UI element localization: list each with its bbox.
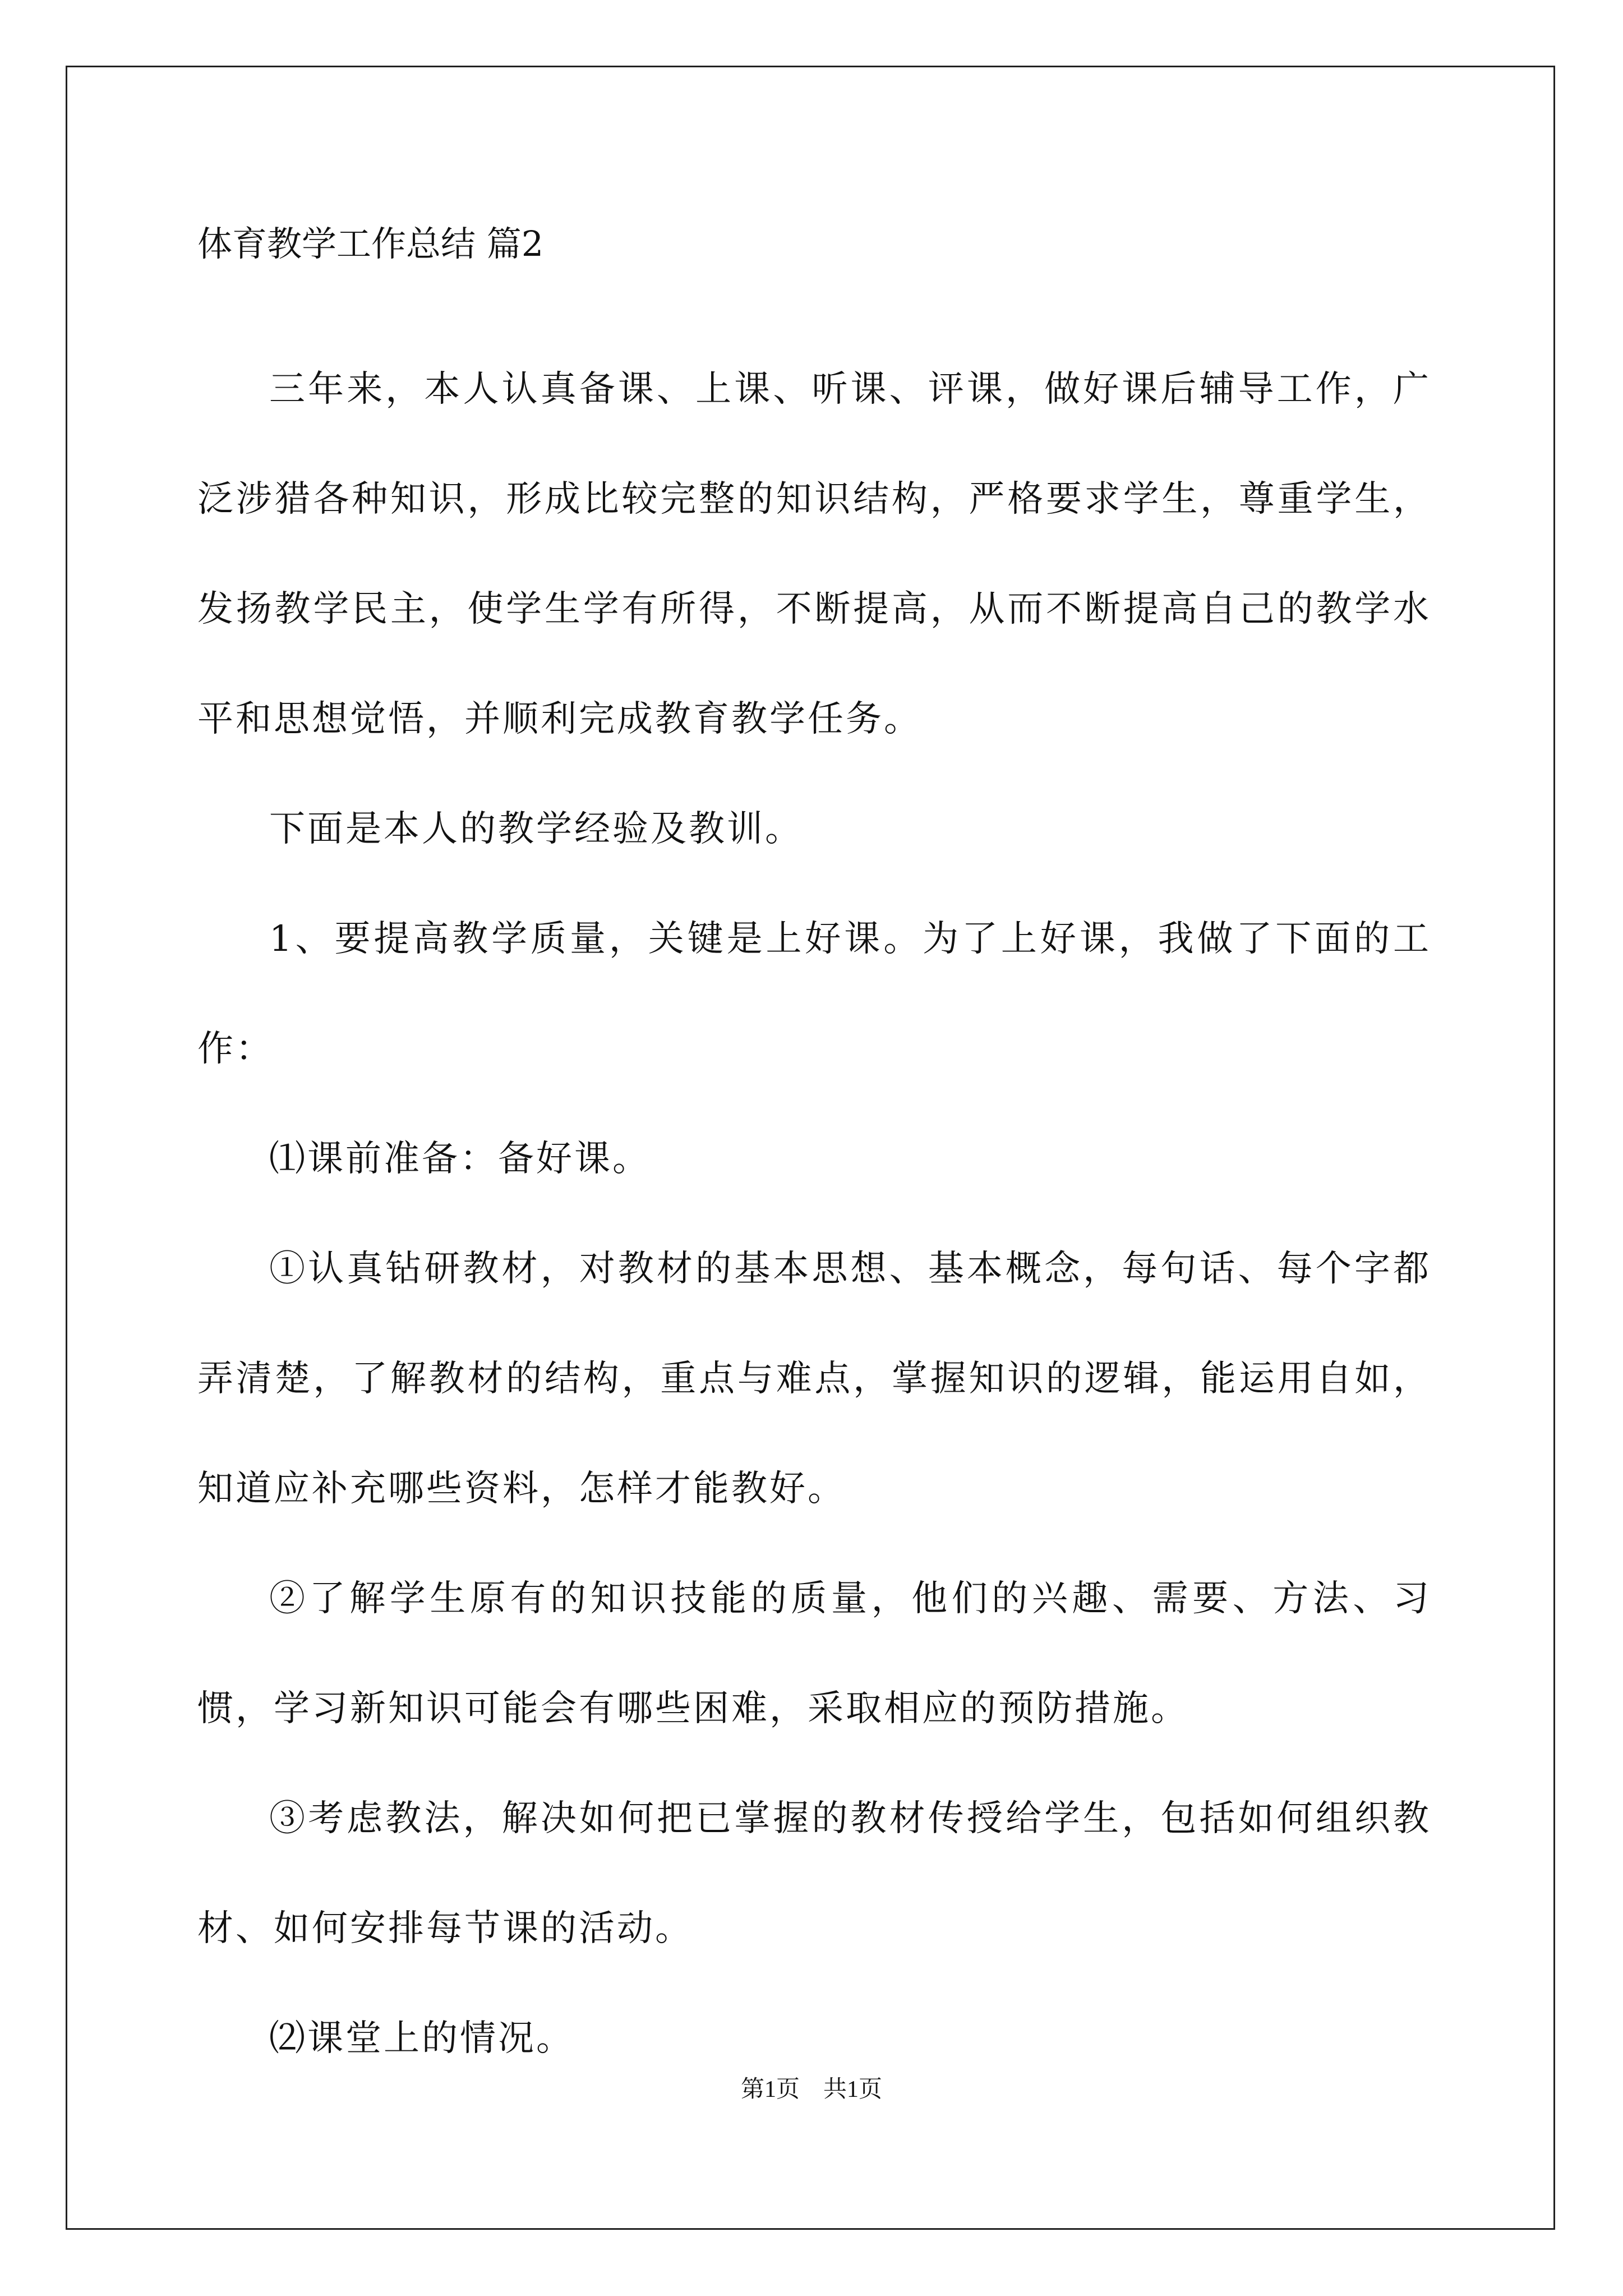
paragraph-3: 1、要提高教学质量，关键是上好课。为了上好课，我做了下面的工作： (197, 918, 1431, 1070)
paragraph-4: ⑴课前准备：备好课。 (269, 1138, 651, 1180)
document-body (197, 224, 1431, 2093)
paragraph-1: 三年来，本人认真备课、上课、听课、评课，做好课后辅导工作，广泛涉猎各种知识，形成比较完整的知识结构，严格要求学生，尊重学生，发扬教学民主，使学生学有所得，不断提高，从而不断提高自己的教学水平和思想觉悟，并顺利完成教育教学任务。 (197, 369, 1431, 740)
paragraph-2: 下面是本人的教学经验及教训。 (269, 808, 803, 850)
paragraph-6: ②了解学生原有的知识技能的质量，他们的兴趣、需要、方法、习惯，学习新知识可能会有哪些困难，采取相应的预防措施。 (197, 1578, 1431, 1729)
paragraph-8: ⑵课堂上的情况。 (269, 2018, 574, 2059)
document-title: 体育教学工作总结 篇2 (197, 223, 544, 264)
page-number-footer: 第1页 共1页 (740, 2077, 882, 2102)
paragraph-7: ③考虑教法，解决如何把已掌握的教材传授给学生，包括如何组织教材、如何安排每节课的活动。 (197, 1798, 1431, 1949)
paragraph-5: ①认真钻研教材，对教材的基本思想、基本概念，每句话、每个字都弄清楚，了解教材的结构，重点与难点，掌握知识的逻辑，能运用自如，知道应补充哪些资料，怎样才能教好。 (197, 1248, 1431, 1510)
